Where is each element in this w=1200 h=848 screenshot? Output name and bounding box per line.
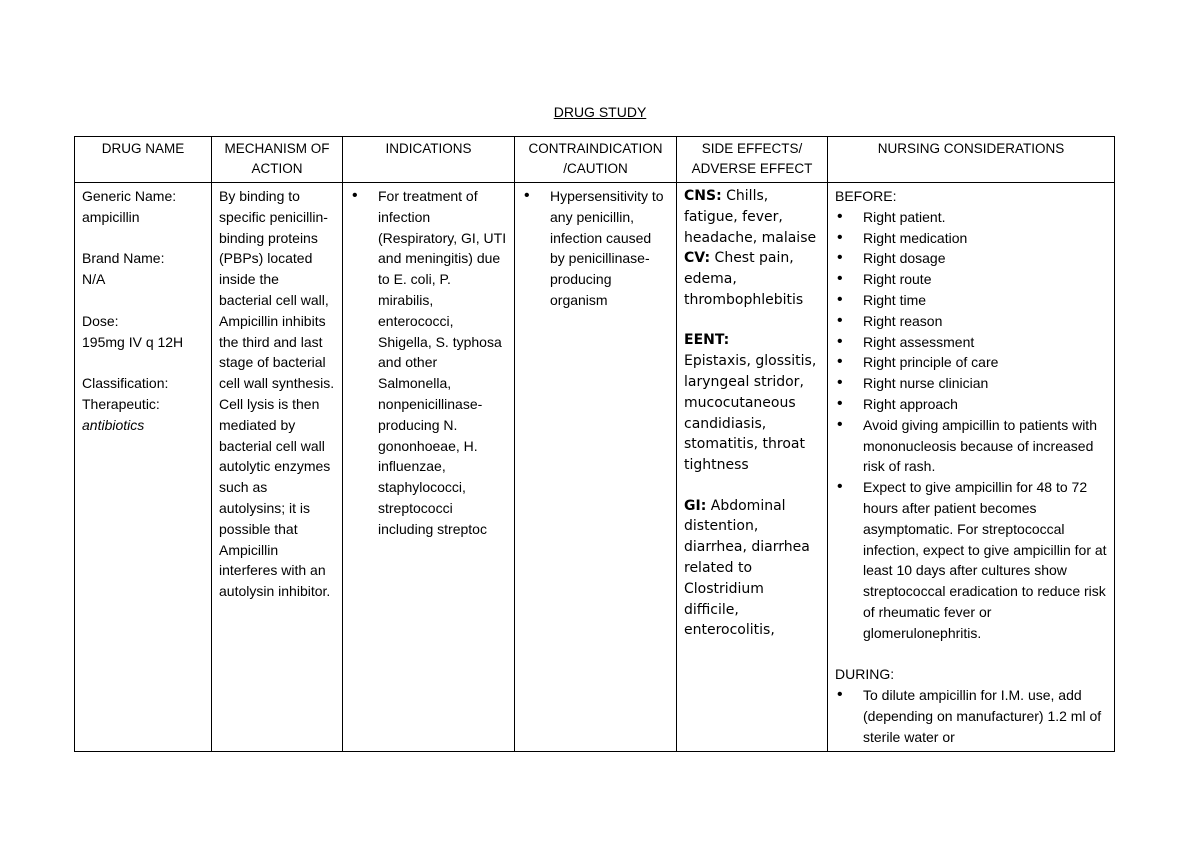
header-row [75,137,1115,183]
contraindications-cell [515,183,677,752]
mechanism-text: By binding to specific penicillin-binding proteins (PBPs) located inside the bacterial cell wall, Ampicillin inhibits the third and last stage of bacterial cell wall synthesis. Cell lysis is then mediated by bacterial cell wall autolytic enzymes such as autolysins; it is possible that Ampicillin interferes with an autolysin inhibitor. [219,188,335,600]
dose-value: 195mg IV q 12H [82,333,184,350]
before-item: • Right nurse clinician [835,373,1107,394]
nursing-cell [828,183,1115,752]
classification-label: Classification: [82,375,169,392]
header-nursing: NURSING CONSIDERATIONS [828,137,1115,183]
during-label: DURING: [835,666,895,683]
before-item: • Right approach [835,394,1107,415]
before-item: • Right medication [835,228,1107,249]
classification-subtype: Therapeutic: [82,395,160,412]
before-list [835,207,1107,644]
contraindications-list [522,186,669,311]
cns-effects [684,186,820,248]
content-row [75,183,1115,752]
header-side-effects: SIDE EFFECTS/ ADVERSE EFFECT [677,137,828,183]
classification-value: antibiotics [82,416,145,433]
gi-text: Abdominal distention, diarrhea, diarrhea related to Clostridium difficile, enterocolitis, [684,497,810,639]
indications-list [350,186,507,540]
cns-label: CNS: [684,188,722,204]
generic-name-label: Generic Name: [82,188,177,204]
dose-label: Dose: [82,312,119,329]
before-item: • Right assessment [835,332,1107,353]
brand-name-label: Brand Name: [82,250,165,267]
header-mechanism: MECHANISM OF ACTION [212,137,343,183]
during-list [835,685,1107,747]
generic-name-value: ampicillin [82,208,140,225]
cv-effects [684,248,820,310]
before-item: • Right dosage [835,248,1107,269]
before-item: • Right time [835,290,1107,311]
header-indications: INDICATIONS [343,137,515,183]
document-title: DRUG STUDY [553,104,647,120]
indication-item: • For treatment of infection (Respiratory, GI, UTI and meningitis) due to E. coli, P. mirabilis, enterococci, Shigella, S. typhosa and other Salmonella, nonpenicillinase-producing N. gononhoeae, H. influenzae, staphylococci, streptococci including streptoc [350,186,507,540]
indications-cell [343,183,515,752]
cv-text: Chest pain, edema, thrombophlebitis [684,250,804,308]
mechanism-cell [212,183,343,752]
before-item: • Right reason [835,311,1107,332]
gi-effects [684,496,820,642]
eent-label: EENT: [684,332,730,349]
before-item: • Right route [835,269,1107,290]
cns-text: Chills, fatigue, fever, headache, malaise [684,188,817,246]
drug-study-table [74,136,1115,752]
during-item: • To dilute ampicillin for I.M. use, add (depending on manufacturer) 1.2 ml of sterile water or [835,685,1107,747]
eent-text: Epistaxis, glossitis, laryngeal stridor, mucocutaneous candidiasis, stomatitis, throat tightness [684,353,817,474]
gi-label: GI: [684,497,707,514]
before-item: • Right patient. [835,207,1107,228]
before-item: • Avoid giving ampicillin to patients with mononucleosis because of increased risk of rash. [835,415,1107,477]
header-contraindication: CONTRAINDICATION /CAUTION [515,137,677,183]
side-effects-cell [677,183,828,752]
before-item: • Right principle of care [835,352,1107,373]
before-label: BEFORE: [835,188,897,204]
brand-name-value: N/A [82,271,106,288]
before-item: • Expect to give ampicillin for 48 to 72 hours after patient becomes asymptomatic. For streptococcal infection, expect to give ampicillin for at least 10 days after cultures show streptococcal eradication to reduce risk of rheumatic fever or glomerulonephritis. [835,477,1107,643]
header-drug-name: DRUG NAME [75,137,212,183]
drug-name-cell [75,183,212,752]
contraindication-item: • Hypersensitivity to any penicillin, infection caused by penicillinase-producing organism [522,186,669,311]
cv-label: CV: [684,250,711,267]
